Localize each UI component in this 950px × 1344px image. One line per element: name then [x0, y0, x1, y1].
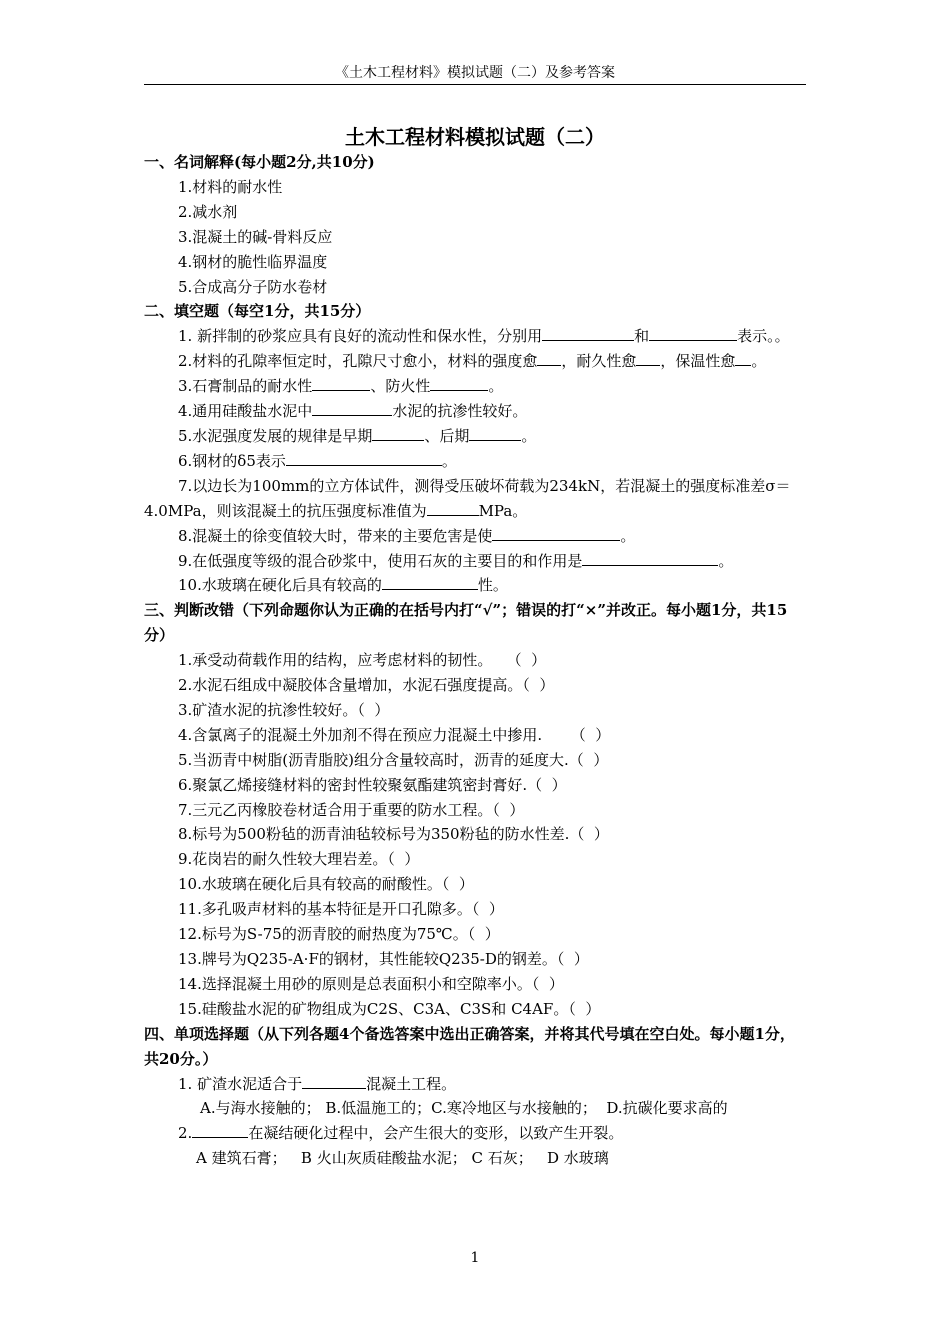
fill-question: 7.以边长为100mm的立方体试件，测得受压破坏荷载为234kN，若混凝土的强度标准差σ＝4.0MPa，则该混凝土的抗压强度标准值为 MPa。	[144, 476, 791, 520]
list-item: 4.钢材的脆性临界温度	[178, 252, 328, 271]
answer-blank	[735, 350, 751, 366]
answer-blank	[430, 375, 488, 391]
page-title: 土木工程材料模拟试题（二）	[345, 125, 605, 149]
choice-question: 2. 在凝结硬化过程中，会产生很大的变形，以致产生开裂。	[178, 1124, 624, 1143]
fill-question: 9.在低强度等级的混合砂浆中，使用石灰的主要目的和作用是 。	[178, 551, 734, 570]
list-item: 2.水泥石组成中凝胶体含量增加，水泥石强度提高。（ ）	[178, 676, 555, 695]
fill-question: 6.钢材的δ5表示 。	[178, 451, 457, 470]
section-heading: 一、名词解释(每小题2分,共10分)	[144, 153, 375, 171]
list-item: 2.减水剂	[178, 202, 238, 221]
list-item: 15.硅酸盐水泥的矿物组成为C2S、C3A、C3S和 C4AF。（ ）	[178, 999, 601, 1018]
list-item: 12.标号为S-75的沥青胶的耐热度为75℃。（ ）	[178, 925, 500, 944]
answer-blank	[312, 375, 370, 391]
list-item: 13.牌号为Q235-A·F的钢材，其性能较Q235-D的钢差。（ ）	[178, 950, 589, 968]
list-item: 3.矿渣水泥的抗渗性较好。（ ）	[178, 700, 390, 719]
fill-question: 2.材料的孔隙率恒定时，孔隙尺寸愈小，材料的强度愈 ，耐久性愈 ，保温性愈 。	[178, 352, 767, 371]
list-item: 3.混凝土的碱-骨料反应	[178, 227, 333, 246]
list-item: 6.聚氯乙烯接缝材料的密封性较聚氨酯建筑密封膏好.（ ）	[178, 775, 567, 794]
page-number: 1	[470, 1250, 480, 1266]
answer-blank	[649, 325, 737, 341]
list-item: 5.合成高分子防水卷材	[178, 277, 328, 296]
list-item: 9.花岗岩的耐久性较大理岩差。（ ）	[178, 850, 420, 869]
fill-question: 10.水玻璃在硬化后具有较高的 性。	[178, 576, 508, 595]
list-item: 8.标号为500粉毡的沥青油毡较标号为350粉毡的防水性差.（ ）	[178, 825, 609, 844]
fill-question: 4.通用硅酸盐水泥中 水泥的抗渗性较好。	[178, 402, 528, 421]
list-item: 1.承受动荷载作用的结构，应考虑材料的韧性。 （ ）	[178, 651, 547, 670]
answer-blank	[312, 400, 392, 416]
choice-options: A.与海水接触的； B.低温施工的；C.寒冷地区与水接触的； D.抗碳化要求高的	[200, 1099, 728, 1118]
answer-blank	[492, 525, 620, 541]
list-item: 10.水玻璃在硬化后具有较高的耐酸性。（ ）	[178, 875, 474, 894]
running-header: 《土木工程材料》模拟试题（二）及参考答案	[335, 65, 615, 81]
section-heading: 四、单项选择题（从下列各题4个备选答案中选出正确答案，并将其代号填在空白处。每小题1分，共20分。）	[144, 1024, 795, 1068]
fill-question: 8.混凝土的徐变值较大时，带来的主要危害是使 。	[178, 526, 636, 545]
answer-blank	[382, 574, 478, 590]
answer-blank	[286, 450, 442, 466]
answer-blank	[192, 1122, 248, 1138]
list-item: 4.含氯离子的混凝土外加剂不得在预应力混凝土中掺用. （ ）	[178, 725, 611, 744]
list-item: 11.多孔吸声材料的基本特征是开口孔隙多。（ ）	[178, 900, 504, 919]
document-body	[144, 150, 806, 1171]
fill-question: 3.石膏制品的耐水性 、防火性 。	[178, 377, 504, 396]
list-item: 5.当沥青中树脂(沥青脂胶)组分含量较高时，沥青的延度大.（ ）	[178, 750, 609, 769]
answer-blank	[537, 350, 561, 366]
fill-question: 1. 新拌制的砂浆应具有良好的流动性和保水性，分别用 和 表示。。	[178, 327, 790, 346]
answer-blank	[582, 550, 718, 566]
section-heading: 二、填空题（每空1分，共15分）	[144, 302, 371, 321]
list-item: 14.选择混凝土用砂的原则是总表面积小和空隙率小。（ ）	[178, 974, 564, 993]
header-rule	[144, 84, 806, 85]
answer-blank	[302, 1073, 366, 1089]
fill-question: 5.水泥强度发展的规律是早期 、后期 。	[178, 426, 537, 445]
list-item: 7.三元乙丙橡胶卷材适合用于重要的防水工程。（ ）	[178, 800, 525, 819]
choice-question: 1. 矿渣水泥适合于 混凝土工程。	[178, 1074, 457, 1093]
answer-blank	[542, 325, 634, 341]
answer-blank	[372, 425, 424, 441]
answer-blank	[636, 350, 660, 366]
section-heading: 三、判断改错（下列命题你认为正确的在括号内打“√”；错误的打“×”并改正。每小题1分，共15分）	[144, 601, 788, 645]
choice-options: A 建筑石膏； B 火山灰质硅酸盐水泥； C 石灰； D 水玻璃	[196, 1149, 609, 1168]
answer-blank	[469, 425, 521, 441]
answer-blank	[427, 500, 479, 516]
list-item: 1.材料的耐水性	[178, 177, 283, 196]
